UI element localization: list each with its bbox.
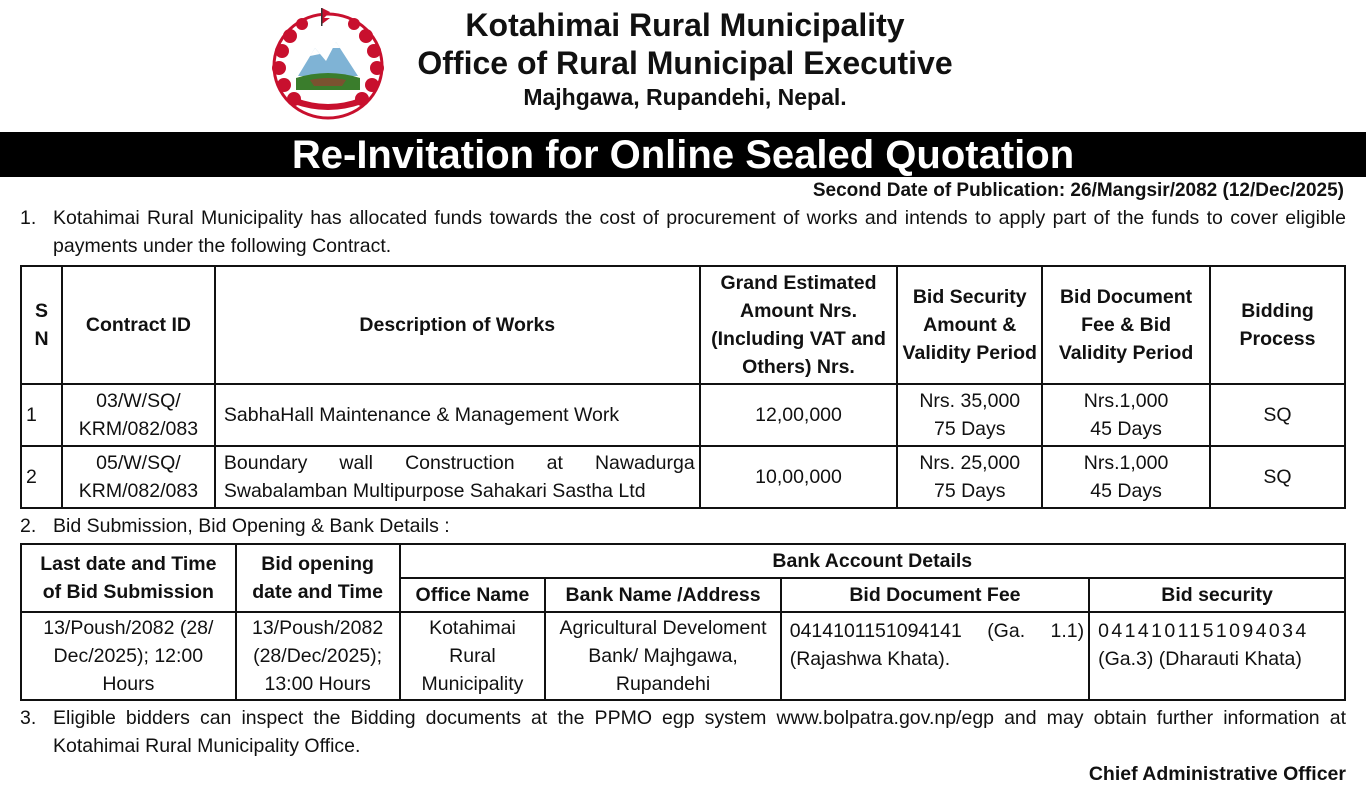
nepal-emblem-icon [270, 6, 386, 122]
fee-validity: 45 Days [1090, 418, 1162, 440]
header-process: Bidding Process [1210, 266, 1345, 384]
description-line: Boundary wall Construction at Nawadurga [223, 452, 695, 474]
cell-estimate: 10,00,000 [700, 446, 898, 508]
contract-id-line: KRM/082/083 [78, 480, 199, 502]
paragraph-number: 2. [20, 515, 37, 537]
cell-bid-security [897, 384, 1042, 446]
header-bid-fee: Bid Document Fee & Bid Validity Period [1042, 266, 1210, 384]
header-titles [395, 6, 975, 112]
table-header-row [21, 266, 1345, 384]
bank-details-table [20, 543, 1346, 701]
cell-sn: 1 [21, 384, 62, 446]
works-table [20, 265, 1346, 509]
paragraph-text: Bid Submission, Bid Opening & Bank Details : [53, 515, 450, 537]
cell-estimate: 12,00,000 [700, 384, 898, 446]
header-office-name: Office Name [400, 578, 546, 612]
cell-doc-fee [781, 612, 1089, 700]
description-line: Swabalamban Multipurpose Sahakari Sastha Ltd [223, 480, 646, 502]
cell-contract-id [62, 446, 215, 508]
header-bank-name: Bank Name /Address [545, 578, 780, 612]
header-estimate: Grand Estimated Amount Nrs. (Including VAT and Others) Nrs. [700, 266, 898, 384]
cell-process: SQ [1210, 384, 1345, 446]
header-contract-id: Contract ID [62, 266, 215, 384]
header [0, 0, 1366, 134]
header-sn: S N [21, 266, 62, 384]
publication-date: Second Date of Publication: 26/Mangsir/2082 (12/Dec/2025) [812, 180, 1344, 201]
account-khata: (Ga.3) (Dharauti Khata) [1098, 648, 1302, 670]
cell-bid-fee [1042, 384, 1210, 446]
cell-office-name: Kotahimai Rural Municipality [400, 612, 546, 700]
paragraph-text: Kotahimai Rural Municipality has allocated funds towards the cost of procurement of works and intends to apply part of the funds to cover eligible payments under the following Contract. [53, 207, 1346, 257]
cell-process: SQ [1210, 446, 1345, 508]
table-row [21, 384, 1345, 446]
municipality-name: Kotahimai Rural Municipality [465, 7, 905, 43]
table-row [21, 612, 1345, 700]
header-bank-details: Bank Account Details [400, 544, 1345, 578]
cell-bid-fee [1042, 446, 1210, 508]
office-name: Office of Rural Municipal Executive [417, 45, 953, 81]
security-validity: 75 Days [933, 418, 1006, 440]
header-last-date: Last date and Time of Bid Submission [21, 544, 236, 612]
account-khata: (Rajashwa Khata). [789, 648, 951, 670]
header-doc-fee: Bid Document Fee [781, 578, 1089, 612]
paragraph-2 [20, 512, 1346, 540]
cell-opening: 13/Poush/2082 (28/Dec/2025); 13:00 Hours [236, 612, 400, 700]
security-amount: Nrs. 35,000 [919, 390, 1021, 412]
security-validity: 75 Days [933, 480, 1006, 502]
office-address: Majhgawa, Rupandehi, Nepal. [523, 84, 847, 110]
fee-amount: Nrs.1,000 [1083, 452, 1169, 474]
cell-description: SabhaHall Maintenance & Management Work [215, 384, 700, 446]
signature-title: Chief Administrative Officer [1088, 763, 1346, 785]
account-number: 0414101151094034 [1098, 620, 1309, 642]
paragraph-3 [20, 704, 1346, 760]
cell-description [215, 446, 700, 508]
security-amount: Nrs. 25,000 [919, 452, 1021, 474]
cell-security [1089, 612, 1345, 700]
table-header-row [21, 544, 1345, 578]
cell-contract-id [62, 384, 215, 446]
contract-id-line: 05/W/SQ/ [96, 452, 181, 474]
notice-title-banner: Re-Invitation for Online Sealed Quotation [0, 132, 1366, 177]
account-number: 0414101151094141 (Ga. 1.1) [789, 620, 1085, 642]
table-row [21, 446, 1345, 508]
header-opening: Bid opening date and Time [236, 544, 400, 612]
cell-last-date: 13/Poush/2082 (28/ Dec/2025); 12:00 Hours [21, 612, 236, 700]
cell-bid-security [897, 446, 1042, 508]
contract-id-line: KRM/082/083 [78, 418, 199, 440]
paragraph-number: 1. [20, 207, 37, 229]
paragraph-number: 3. [20, 707, 37, 729]
cell-bank-name: Agricultural Develoment Bank/ Majhgawa, Rupandehi [545, 612, 780, 700]
header-description: Description of Works [215, 266, 700, 384]
fee-validity: 45 Days [1090, 480, 1162, 502]
header-bid-security: Bid Security Amount & Validity Period [897, 266, 1042, 384]
header-security: Bid security [1089, 578, 1345, 612]
fee-amount: Nrs.1,000 [1083, 390, 1169, 412]
cell-sn: 2 [21, 446, 62, 508]
contract-id-line: 03/W/SQ/ [96, 390, 181, 412]
paragraph-1 [20, 204, 1346, 260]
paragraph-text: Eligible bidders can inspect the Bidding documents at the PPMO egp system www.bolpatra.gov.np/egp and may obtain further information at Kotahimai Rural Municipality Office. [53, 707, 1346, 757]
